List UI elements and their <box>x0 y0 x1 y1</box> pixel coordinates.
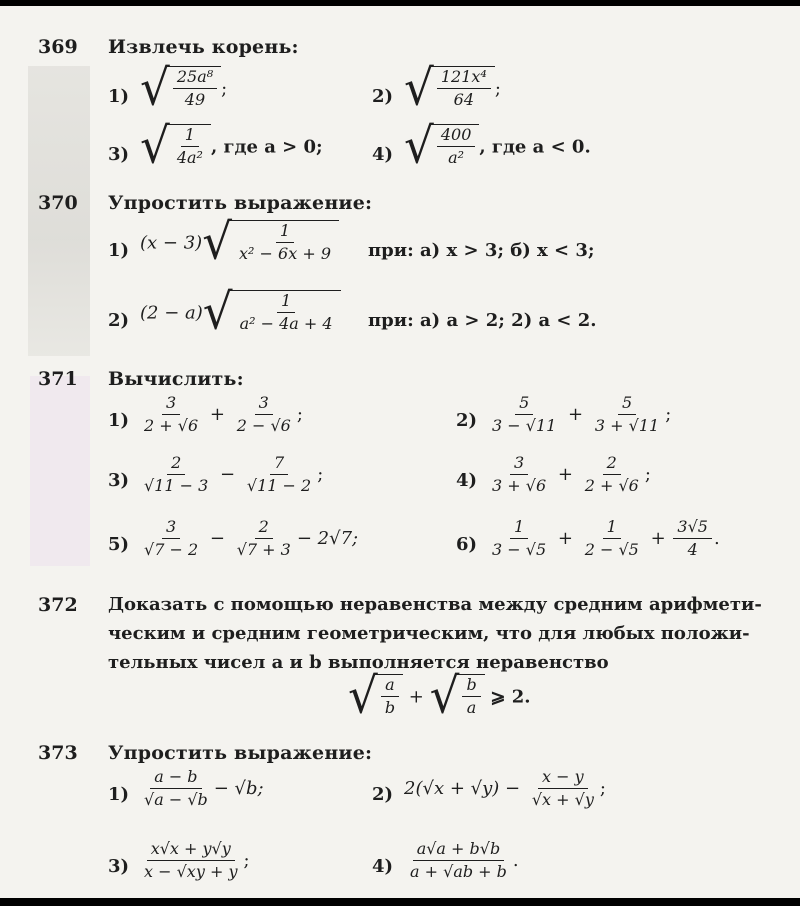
item-label: 2) <box>372 86 394 107</box>
item-label: 2) <box>372 784 394 805</box>
item-label: 4) <box>456 470 478 491</box>
radical <box>232 290 341 337</box>
math-term: √x + √y <box>531 790 594 810</box>
radical <box>169 66 221 113</box>
radical <box>404 118 479 176</box>
fraction <box>488 454 550 496</box>
fraction <box>437 126 476 168</box>
math-term: 400 <box>437 126 476 147</box>
radical <box>429 668 485 726</box>
fraction <box>243 454 315 496</box>
radical <box>458 674 484 721</box>
fraction <box>236 292 337 334</box>
math-term: 64 <box>453 90 474 110</box>
math-term: a² − 4a + 4 <box>239 314 333 334</box>
fraction <box>381 676 399 718</box>
math-term: ; <box>317 463 324 485</box>
fraction <box>233 518 295 560</box>
math-term: √a − √b <box>144 790 208 810</box>
math-term: 1 <box>510 518 528 539</box>
expr-371-2 <box>486 394 671 436</box>
math-term: 3 − √5 <box>492 540 547 560</box>
radical <box>202 214 339 272</box>
math-term: 3 <box>162 518 180 539</box>
expr-373-1 <box>138 768 264 810</box>
fraction <box>488 394 560 436</box>
math-term: 25a⁸ <box>173 68 217 89</box>
math-term: 3 <box>510 454 528 475</box>
fraction <box>591 394 663 436</box>
math-term: 1 <box>603 518 621 539</box>
math-term: ; <box>296 403 303 425</box>
problem-369-title: Извлечь корень: <box>108 36 299 58</box>
math-term: 1 <box>277 292 295 313</box>
fraction <box>140 454 212 496</box>
math-term: a√a + b√b <box>413 840 505 861</box>
radical <box>140 118 211 176</box>
math-term: 121x⁴ <box>437 68 491 89</box>
expr-371-1 <box>138 394 303 436</box>
radical <box>433 124 480 171</box>
radical: √ <box>404 118 434 176</box>
math-term: ; <box>599 777 606 799</box>
expr-370-2 <box>140 284 341 342</box>
math-term: Доказать с помощью неравенства между средним арифмети- <box>108 594 762 615</box>
fraction <box>437 68 491 110</box>
math-term: , где a < 0. <box>479 136 591 158</box>
math-term: 2 + √6 <box>144 416 199 436</box>
math-term: x² − 6x + 9 <box>239 244 331 264</box>
math-term: x − y <box>538 768 588 789</box>
math-term: + <box>557 463 573 485</box>
item-label: 4) <box>372 144 394 165</box>
fraction <box>140 768 212 810</box>
item-label: 3) <box>108 470 130 491</box>
fraction <box>140 518 202 560</box>
expr-369-3 <box>140 118 323 176</box>
item-label: 6) <box>456 534 478 555</box>
radical <box>377 674 403 721</box>
math-term: 2 <box>603 454 621 475</box>
math-term: a + √ab + b <box>410 862 507 882</box>
math-term: 3 − √11 <box>492 416 557 436</box>
math-term: b <box>384 698 396 718</box>
math-term: 2 + √6 <box>584 476 639 496</box>
fraction <box>462 676 480 718</box>
problem-number-369: 369 <box>38 36 78 58</box>
problem-number-373: 373 <box>38 742 78 764</box>
problem-number-370: 370 <box>38 192 78 214</box>
math-term: ⩾ 2. <box>490 686 531 708</box>
math-term: (x − 3) <box>140 232 203 254</box>
expr-369-1 <box>140 60 228 118</box>
math-term: ; <box>243 849 250 871</box>
fraction <box>406 840 511 882</box>
item-label: 3) <box>108 144 130 165</box>
math-term: − <box>220 463 236 485</box>
math-term: . <box>512 849 519 871</box>
math-term: + <box>650 527 666 549</box>
fraction <box>173 126 207 168</box>
fraction <box>233 394 295 436</box>
problem-372-text <box>108 590 762 677</box>
math-term: √11 − 2 <box>246 476 312 496</box>
radical: √ <box>202 284 233 342</box>
item-label: 5) <box>108 534 130 555</box>
expr-373-2 <box>404 768 606 810</box>
bottom-border <box>0 898 800 906</box>
math-term: − <box>209 527 225 549</box>
math-term: 4 <box>687 540 698 560</box>
radical <box>433 66 495 113</box>
math-term: . <box>713 527 720 549</box>
textbook-page <box>0 6 800 898</box>
item-label: 1) <box>108 86 130 107</box>
radical: √ <box>348 668 378 726</box>
item-label: 2) <box>456 410 478 431</box>
radical: √ <box>404 60 434 118</box>
math-term: 5 <box>515 394 533 415</box>
math-term: a <box>381 676 399 697</box>
radical <box>202 284 341 342</box>
expr-371-5 <box>138 518 358 560</box>
problem-373-title: Упростить выражение: <box>108 742 373 764</box>
fraction <box>140 394 202 436</box>
math-term: 2 <box>255 518 273 539</box>
condition-370-2: при: а) a > 2; 2) a < 2. <box>368 310 597 331</box>
expr-371-6 <box>486 518 720 560</box>
item-label: 3) <box>108 856 130 877</box>
inequality-formula: √ $\frac{a}{b}$ + √ $\frac{b}{a}$ ⩾ 2. <box>348 668 531 726</box>
math-term: 2(√x + √y) − <box>404 777 521 799</box>
radical <box>231 220 339 267</box>
math-term: + <box>568 403 584 425</box>
page-edge-tint <box>30 376 90 566</box>
math-term: 2 − √6 <box>236 416 291 436</box>
math-term: √7 + 3 <box>236 540 291 560</box>
math-term: 3 <box>255 394 273 415</box>
math-term: ; <box>665 403 672 425</box>
math-term: b <box>462 676 480 697</box>
radical <box>169 124 211 171</box>
math-term: ; <box>644 463 651 485</box>
expr-373-3 <box>138 840 250 882</box>
radical: √ <box>140 118 170 176</box>
math-term: 7 <box>270 454 288 475</box>
math-term: 1 <box>181 126 199 147</box>
math-term: x − √xy + y <box>144 862 238 882</box>
fraction <box>235 222 335 264</box>
condition-370-1: при: а) x > 3; б) x < 3; <box>368 240 595 261</box>
expr-369-2 <box>404 60 501 118</box>
problem-number-371: 371 <box>38 368 78 390</box>
fraction <box>488 518 550 560</box>
math-term: − 2√7; <box>296 527 359 549</box>
item-label: 1) <box>108 410 130 431</box>
problem-number-372: 372 <box>38 594 78 616</box>
item-label: 1) <box>108 240 130 261</box>
math-term: a² <box>448 148 465 168</box>
expr-371-3 <box>138 454 323 496</box>
fraction <box>673 518 712 560</box>
math-term: + <box>557 527 573 549</box>
math-term: 3 <box>162 394 180 415</box>
math-term: x√x + y√y <box>147 840 235 861</box>
fraction <box>140 840 241 882</box>
math-term: 2 − √5 <box>584 540 639 560</box>
math-term: 1 <box>276 222 294 243</box>
math-term: 5 <box>618 394 636 415</box>
math-term: + <box>209 403 225 425</box>
radical <box>348 668 403 726</box>
fraction <box>581 518 643 560</box>
radical: √ <box>202 214 233 272</box>
math-term: √7 − 2 <box>144 540 199 560</box>
expr-370-1 <box>140 214 339 272</box>
radical: √ <box>429 668 460 726</box>
math-term: тельных чисел a и b выполняется неравенство <box>108 652 609 673</box>
math-term: 3 + √11 <box>594 416 660 436</box>
math-term: (2 − a) <box>140 302 203 324</box>
math-term: 3√5 <box>673 518 712 539</box>
math-term: 3 + √6 <box>492 476 547 496</box>
math-term: 4a² <box>176 148 203 168</box>
expr-369-4 <box>404 118 591 176</box>
math-term: − √b; <box>213 777 264 799</box>
math-term: , где a > 0; <box>210 136 323 158</box>
item-label: 2) <box>108 310 130 331</box>
math-term: ческим и средним геометрическим, что для любых положи- <box>108 623 750 644</box>
problem-370-title: Упростить выражение: <box>108 192 373 214</box>
fraction <box>528 768 598 810</box>
item-label: 1) <box>108 784 130 805</box>
item-label: 4) <box>372 856 394 877</box>
fraction <box>173 68 217 110</box>
math-term: a <box>466 698 477 718</box>
math-term: ; <box>221 78 228 100</box>
math-term: ; <box>494 78 501 100</box>
problem-371-title: Вычислить: <box>108 368 244 390</box>
radical <box>140 60 221 118</box>
radical: √ <box>140 60 170 118</box>
expr-373-4 <box>404 840 519 882</box>
math-term: 49 <box>184 90 206 110</box>
math-term: 2 <box>167 454 185 475</box>
expr-371-4 <box>486 454 651 496</box>
radical <box>404 60 495 118</box>
fraction <box>581 454 643 496</box>
math-term: a − b <box>150 768 201 789</box>
math-term: √11 − 3 <box>144 476 209 496</box>
